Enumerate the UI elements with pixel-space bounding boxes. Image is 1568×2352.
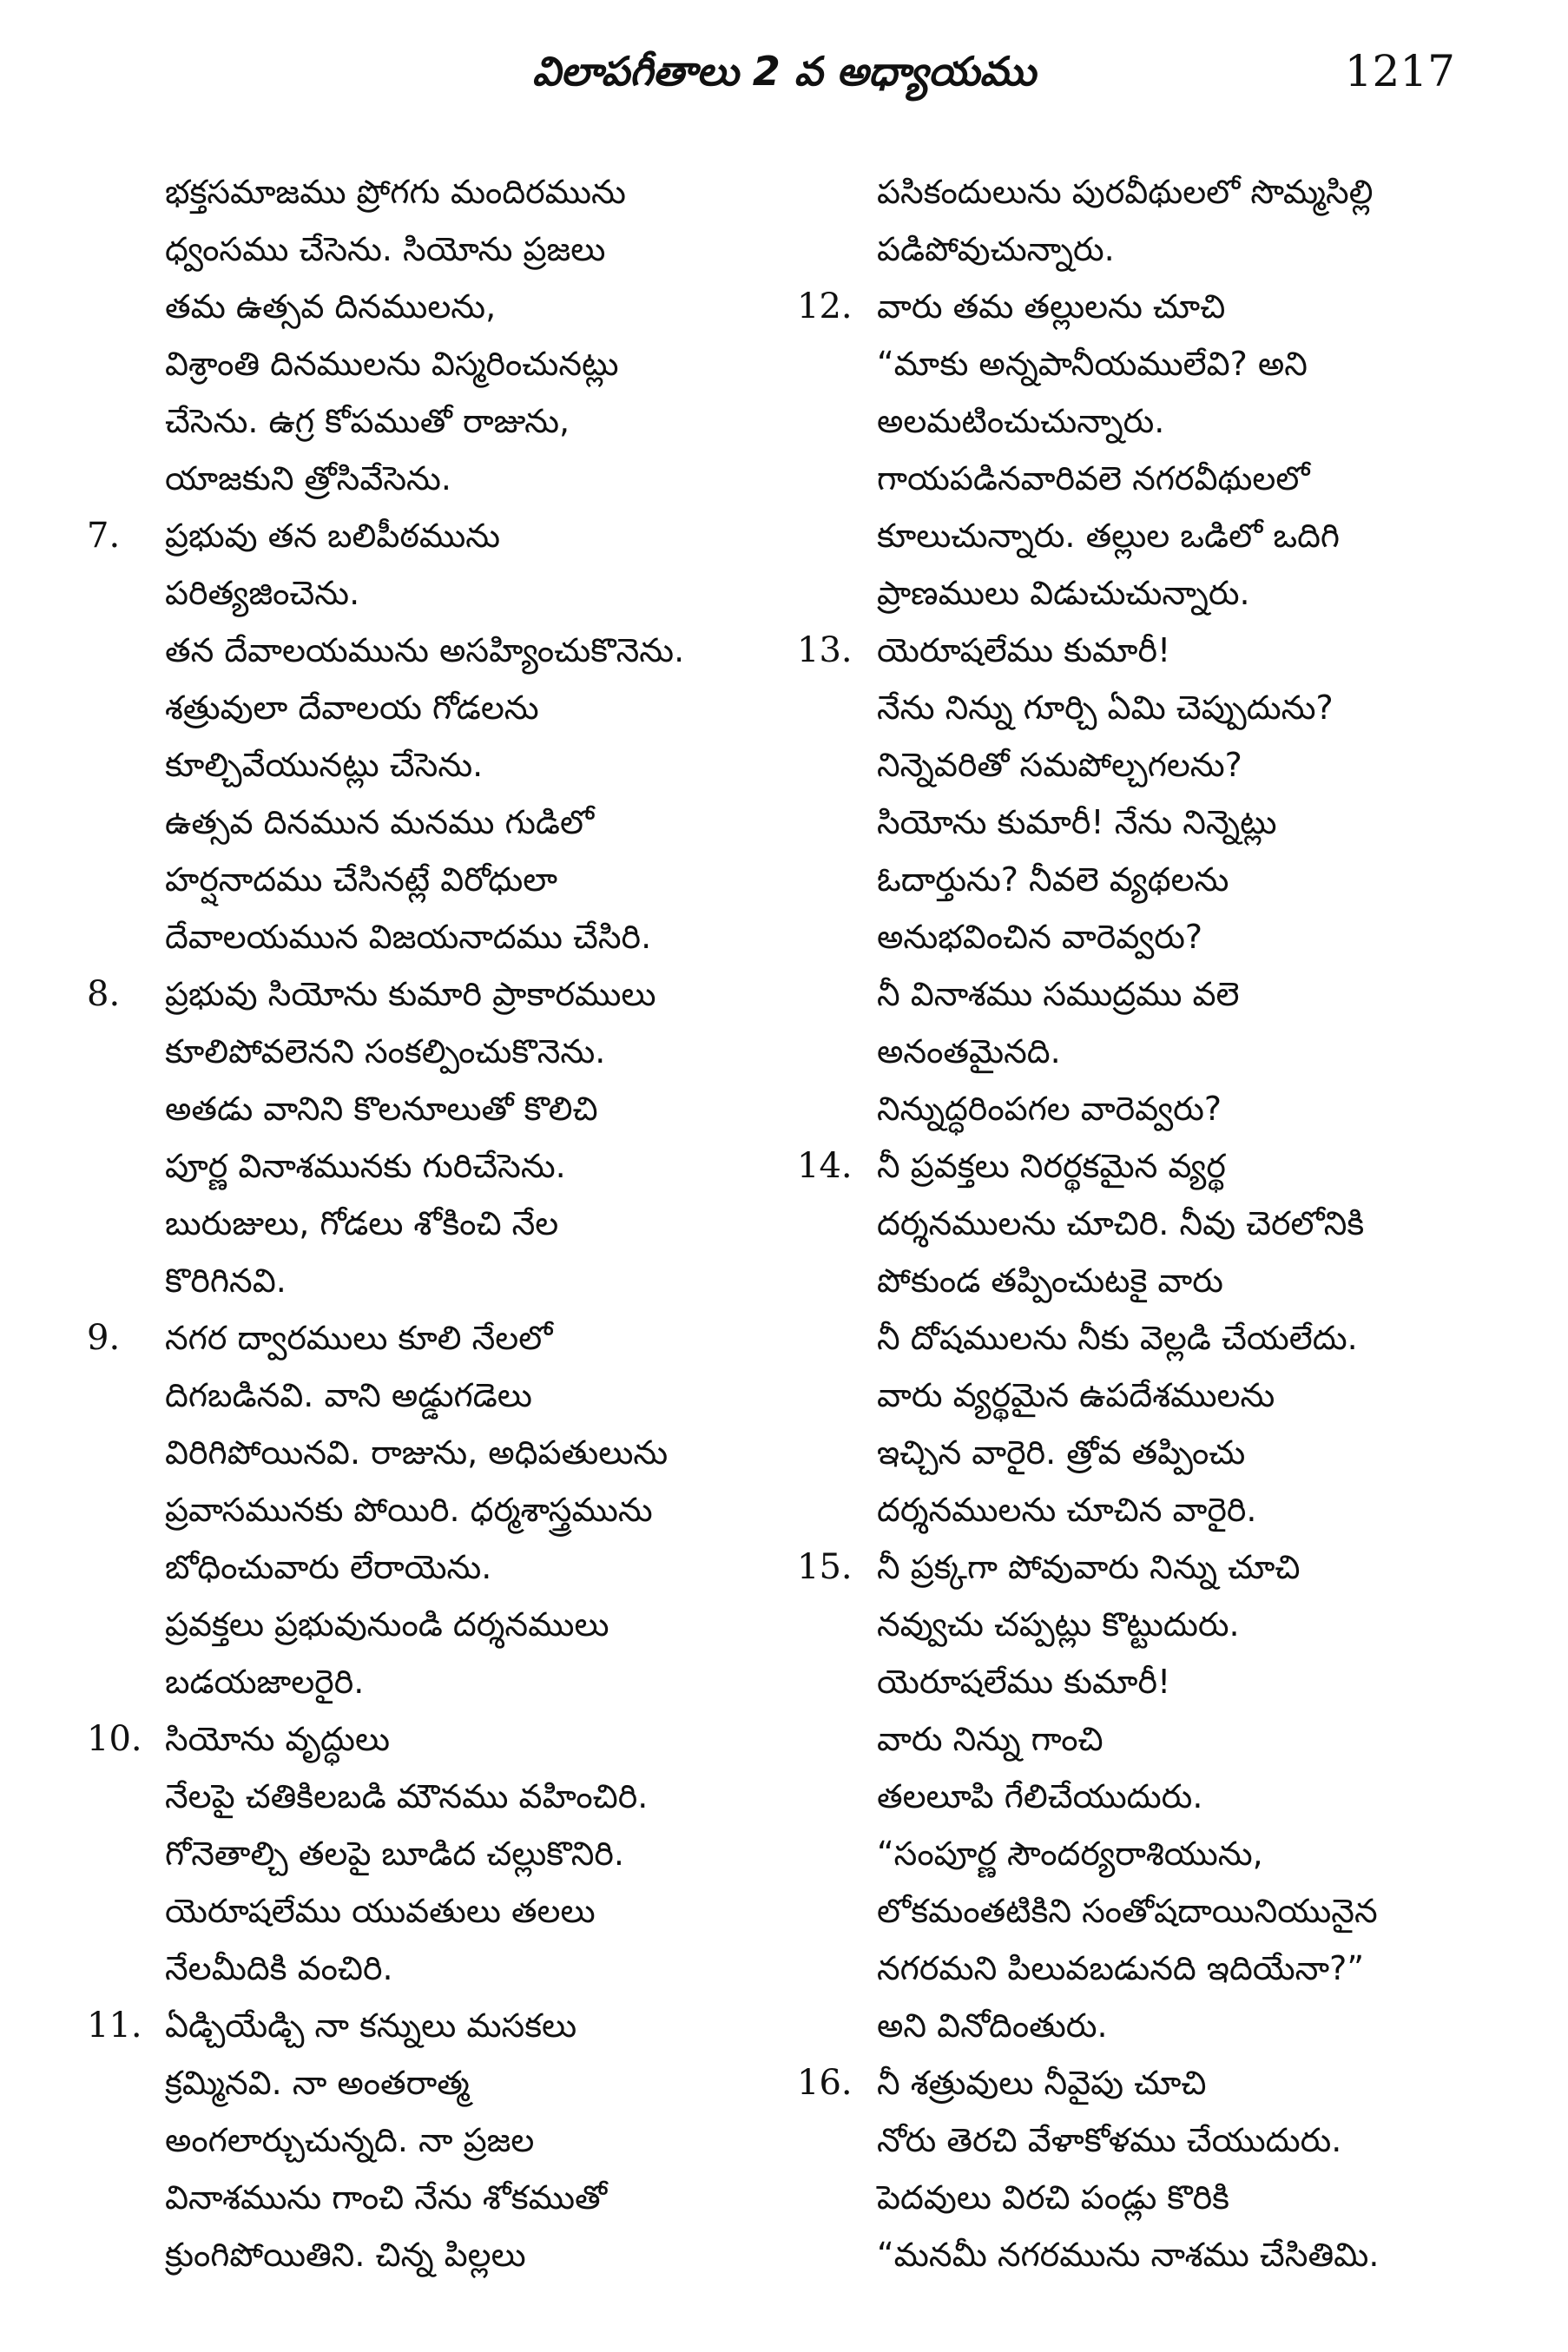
text-line — [797, 1424, 1483, 1481]
text-line — [797, 1538, 1483, 1596]
text-line — [87, 163, 764, 221]
text-line — [797, 1137, 1483, 1195]
text-line — [797, 851, 1483, 908]
text-line — [87, 851, 764, 908]
text-line — [87, 2226, 764, 2283]
text-line — [797, 1080, 1483, 1137]
verse-text: నేను నిన్ను గూర్చి ఏమి చెప్పుదును? — [877, 688, 1334, 727]
text-line — [797, 335, 1483, 392]
verse-text: హర్షనాదము చేసినట్లే విరోధులా — [165, 860, 558, 899]
verse-text: కొరిగినవి. — [165, 1262, 287, 1300]
text-line — [797, 1940, 1483, 1997]
verse-number: 7. — [87, 516, 121, 556]
text-line — [797, 1252, 1483, 1309]
verse-text: అలమటించుచున్నారు. — [877, 402, 1165, 440]
text-line — [87, 1538, 764, 1596]
text-line — [797, 278, 1483, 335]
text-line — [87, 1023, 764, 1080]
verse-text: తమ ఉత్సవ దినములను, — [165, 287, 497, 326]
text-line — [87, 794, 764, 851]
text-line — [87, 1252, 764, 1309]
text-line — [797, 1882, 1483, 1940]
verse-text: అతడు వానిని కొలనూలుతో కొలిచి — [165, 1090, 598, 1128]
verse-text: నీ వినాశము సముద్రము వలె — [877, 975, 1240, 1013]
verse-text: దిగబడినవి. వాని అడ్డుగడెలు — [165, 1376, 532, 1414]
page-number: 1217 — [1344, 46, 1455, 96]
verse-text: నీ శత్రువులు నీవైపు చూచి — [877, 2064, 1207, 2102]
verse-text: నేలపై చతికిలబడి మౌనము వహించిరి. — [165, 1777, 649, 1815]
text-line — [87, 679, 764, 736]
text-line — [797, 2169, 1483, 2226]
verse-text: బోధించువారు లేరాయెను. — [165, 1548, 492, 1586]
verse-text: పెదవులు విరచి పండ్లు కొరికి — [877, 2178, 1230, 2217]
text-line — [797, 908, 1483, 965]
text-line — [87, 1080, 764, 1137]
verse-text: ప్రభువు తన బలిపీఠమును — [165, 517, 501, 555]
text-line — [797, 2054, 1483, 2112]
verse-number: 13. — [797, 630, 853, 670]
text-line — [797, 965, 1483, 1023]
left-column — [87, 163, 764, 2283]
verse-text: యెరూషలేము కుమారీ! — [877, 631, 1171, 669]
text-line — [87, 1481, 764, 1538]
verse-text: సియోను కుమారీ! నేను నిన్నెట్లు — [877, 803, 1277, 841]
verse-text: ప్రాణములు విడుచుచున్నారు. — [877, 574, 1250, 612]
text-line — [87, 1424, 764, 1481]
text-line — [87, 1195, 764, 1252]
text-line — [797, 163, 1483, 221]
text-line — [797, 1825, 1483, 1882]
verse-text: ధ్వంసము చేసెను. సియోను ప్రజలు — [165, 230, 606, 268]
text-line — [797, 450, 1483, 507]
text-line — [797, 1710, 1483, 1768]
verse-text: తన దేవాలయమును అసహ్యించుకొనెను. — [165, 631, 685, 669]
text-line — [87, 2112, 764, 2169]
text-line — [797, 1596, 1483, 1653]
verse-text: లోకమంతటికిని సంతోషదాయినియునైన — [877, 1892, 1378, 1930]
verse-text: నోరు తెరచి వేళాకోళము చేయుదురు. — [877, 2121, 1342, 2159]
verse-text: నీ ప్రక్కగా పోవువారు నిన్ను చూచి — [877, 1548, 1301, 1586]
text-line — [87, 622, 764, 679]
text-line — [797, 1367, 1483, 1424]
verse-number: 16. — [797, 2063, 853, 2103]
verse-text: ఓదార్తును? నీవలె వ్యథలను — [877, 860, 1229, 899]
verse-text: నవ్వుచు చప్పట్లు కొట్టుదురు. — [877, 1605, 1240, 1644]
verse-text: ప్రవాసమునకు పోయిరి. ధర్మశాస్త్రమును — [165, 1491, 653, 1529]
verse-text: “సంపూర్ణ సౌందర్యరాశియును, — [877, 1835, 1263, 1873]
verse-text: వినాశమును గాంచి నేను శోకముతో — [165, 2178, 608, 2217]
text-line — [87, 392, 764, 450]
verse-text: అంగలార్చుచున్నది. నా ప్రజల — [165, 2121, 535, 2159]
verse-text: యెరూషలేము కుమారీ! — [877, 1663, 1171, 1701]
text-line — [87, 564, 764, 622]
text-line — [797, 221, 1483, 278]
text-line — [87, 1768, 764, 1825]
text-line — [87, 1882, 764, 1940]
right-column — [797, 163, 1483, 2283]
verse-text: బురుజులు, గోడలు శోకించి నేల — [165, 1204, 559, 1242]
text-line — [797, 392, 1483, 450]
verse-text: ఏడ్చియేడ్చి నా కన్నులు మసకలు — [165, 2006, 577, 2045]
text-line — [797, 1195, 1483, 1252]
verse-text: క్రుంగిపోయితిని. చిన్న పిల్లలు — [165, 2236, 526, 2274]
verse-number: 9. — [87, 1318, 121, 1358]
verse-number: 14. — [797, 1146, 853, 1186]
text-line — [87, 450, 764, 507]
text-line — [87, 908, 764, 965]
verse-text: ప్రభువు సియోను కుమారి ప్రాకారములు — [165, 975, 656, 1013]
verse-text: యెరూషలేము యువతులు తలలు — [165, 1892, 596, 1930]
text-line — [797, 564, 1483, 622]
text-line — [87, 1137, 764, 1195]
verse-number: 15. — [797, 1547, 853, 1587]
text-line — [87, 278, 764, 335]
verse-text: పసికందులును పురవీథులలో సొమ్మసిల్లి — [877, 173, 1374, 211]
verse-text: “మాకు అన్నపానీయములేవి? అని — [877, 345, 1308, 383]
verse-text: పూర్ణ వినాశమునకు గురిచేసెను. — [165, 1147, 566, 1185]
text-line — [797, 679, 1483, 736]
verse-text: నిన్నెవరితో సమపోల్చగలను? — [877, 746, 1242, 784]
verse-text: శత్రువులా దేవాలయ గోడలను — [165, 688, 539, 727]
verse-text: నిన్నుద్ధరింపగల వారెవ్వరు? — [877, 1090, 1222, 1128]
text-line — [87, 965, 764, 1023]
verse-text: నీ ప్రవక్తలు నిరర్థకమైన వ్యర్థ — [877, 1147, 1226, 1185]
verse-text: పడిపోవుచున్నారు. — [877, 230, 1115, 268]
verse-text: దర్శనములను చూచిన వారైరి. — [877, 1491, 1257, 1529]
verse-text: అనంతమైనది. — [877, 1032, 1061, 1071]
verse-text: బడయజాలరైరి. — [165, 1663, 365, 1701]
verse-number: 10. — [87, 1719, 142, 1759]
text-line — [87, 1710, 764, 1768]
verse-text: పోకుండ తప్పించుటకై వారు — [877, 1262, 1223, 1300]
verse-text: భక్తసమాజము ప్రోగగు మందిరమును — [165, 173, 626, 211]
text-line — [797, 1481, 1483, 1538]
text-line — [797, 2226, 1483, 2283]
verse-text: యాజకుని త్రోసివేసెను. — [165, 459, 451, 497]
text-line — [797, 507, 1483, 564]
text-line — [87, 1940, 764, 1997]
text-line — [87, 1997, 764, 2054]
text-line — [87, 1653, 764, 1710]
text-line — [87, 221, 764, 278]
verse-text: ఇచ్చిన వారైరి. త్రోవ తప్పించు — [877, 1433, 1246, 1472]
verse-text: విరిగిపోయినవి. రాజును, అధిపతులును — [165, 1433, 669, 1472]
verse-number: 12. — [797, 287, 853, 326]
verse-text: గాయపడినవారివలె నగరవీథులలో — [877, 459, 1310, 497]
verse-text: కూలుచున్నారు. తల్లుల ఒడిలో ఒదిగి — [877, 517, 1341, 555]
text-line — [87, 2054, 764, 2112]
verse-text: గోనెతాల్చి తలపై బూడిద చల్లుకొనిరి. — [165, 1835, 624, 1873]
text-line — [87, 1367, 764, 1424]
text-line — [797, 1768, 1483, 1825]
text-line — [87, 507, 764, 564]
verse-text: నగర ద్వారములు కూలి నేలలో — [165, 1319, 553, 1357]
text-line — [87, 1596, 764, 1653]
verse-text: అని వినోదింతురు. — [877, 2006, 1108, 2045]
text-line — [797, 622, 1483, 679]
verse-text: వారు తమ తల్లులను చూచి — [877, 287, 1226, 326]
text-line — [797, 1653, 1483, 1710]
text-line — [797, 2112, 1483, 2169]
text-line — [797, 1023, 1483, 1080]
verse-number: 8. — [87, 974, 121, 1014]
verse-text: క్రమ్మినవి. నా అంతరాత్మ — [165, 2064, 470, 2102]
text-line — [797, 794, 1483, 851]
text-line — [797, 1309, 1483, 1367]
verse-text: పరిత్యజించెను. — [165, 574, 360, 612]
text-line — [87, 1309, 764, 1367]
page-title: విలాపగీతాలు 2 వ అధ్యాయము — [532, 48, 1036, 95]
verse-text: కూల్చివేయునట్లు చేసెను. — [165, 746, 484, 784]
text-line — [87, 335, 764, 392]
verse-text: వారు నిన్ను గాంచి — [877, 1720, 1104, 1758]
verse-text: తలలూపి గేలిచేయుదురు. — [877, 1777, 1203, 1815]
text-line — [797, 1997, 1483, 2054]
verse-text: నేలమీదికి వంచిరి. — [165, 1949, 393, 1987]
verse-text: నగరమని పిలువబడునది ఇదియేనా?” — [877, 1949, 1365, 1987]
verse-text: విశ్రాంతి దినములను విస్మరించునట్లు — [165, 345, 619, 383]
verse-text: దేవాలయమున విజయనాదము చేసిరి. — [165, 918, 652, 956]
verse-text: నీ దోషములను నీకు వెల్లడి చేయలేదు. — [877, 1319, 1358, 1357]
text-line — [87, 1825, 764, 1882]
verse-text: సియోను వృద్ధులు — [165, 1720, 391, 1758]
verse-text: “మనమీ నగరమును నాశము చేసితిమి. — [877, 2236, 1380, 2274]
verse-text: దర్శనములను చూచిరి. నీవు చెరలోనికి — [877, 1204, 1365, 1242]
verse-text: ప్రవక్తలు ప్రభువునుండి దర్శనములు — [165, 1605, 609, 1644]
verse-text: చేసెను. ఉగ్ర కోపముతో రాజును, — [165, 402, 570, 440]
verse-text: వారు వ్యర్థమైన ఉపదేశములను — [877, 1376, 1275, 1414]
text-line — [797, 736, 1483, 794]
verse-text: ఉత్సవ దినమున మనము గుడిలో — [165, 803, 595, 841]
text-line — [87, 736, 764, 794]
text-line — [87, 2169, 764, 2226]
verse-text: కూలిపోవలెనని సంకల్పించుకొనెను. — [165, 1032, 606, 1071]
verse-text: అనుభవించిన వారెవ్వరు? — [877, 918, 1203, 956]
verse-number: 11. — [87, 2006, 142, 2046]
